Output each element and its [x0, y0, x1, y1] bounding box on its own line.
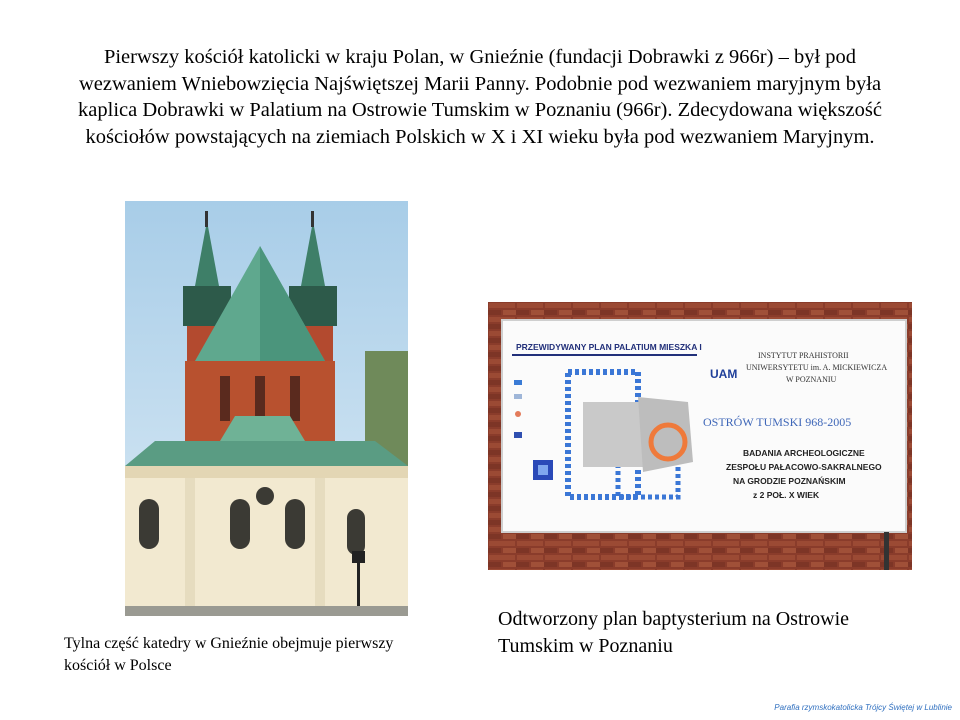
footer-text: Parafia rzymskokatolicka Trójcy Świętej w Lublinie [774, 703, 952, 712]
palatium-sign-photo [488, 302, 912, 570]
sign-institute-line1: INSTYTUT PRAHISTORII [758, 351, 849, 360]
palatium-sign-illustration [488, 302, 912, 570]
sign-sub3: NA GRODZIE POZNAŃSKIM [733, 476, 846, 486]
sign-header: PRZEWIDYWANY PLAN PALATIUM MIESZKA I [516, 342, 702, 352]
sign-sub2: ZESPOŁU PAŁACOWO-SAKRALNEGO [726, 462, 882, 472]
sign-title: OSTRÓW TUMSKI 968-2005 [703, 415, 852, 429]
sign-sub4: z 2 POŁ. X WIEK [753, 490, 820, 500]
sign-institute-line2: UNIWERSYTETU im. A. MICKIEWICZA [746, 363, 888, 372]
cathedral-illustration [125, 201, 408, 616]
sign-institute-line3: W POZNANIU [786, 375, 837, 384]
baptistery-caption: Odtworzony plan baptysterium na Ostrowie Tumskim w Poznaniu [498, 608, 850, 657]
sign-sub1: BADANIA ARCHEOLOGICZNE [743, 448, 865, 458]
uam-logo: UAM [710, 367, 738, 381]
cathedral-caption: Tylna część katedry w Gnieźnie obejmuje pierwszy kościół w Polsce [64, 635, 394, 674]
cathedral-photo [125, 201, 408, 616]
slide-main-text: Pierwszy kościół katolicki w kraju Polan, w Gnieźnie (fundacji Dobrawki z 966r) – był pod wezwaniem Wniebowzięcia Najświętszej Marii Panny. Podobnie pod wezwaniem maryjnym była kaplica Dobrawki w Palatium na Ostrowie Tumskim w Poznaniu (966r). Zdecydowana większość kościołów powstających na ziemiach Polskich w X i XI wieku była pod wezwaniem Maryjnym. [78, 46, 882, 148]
